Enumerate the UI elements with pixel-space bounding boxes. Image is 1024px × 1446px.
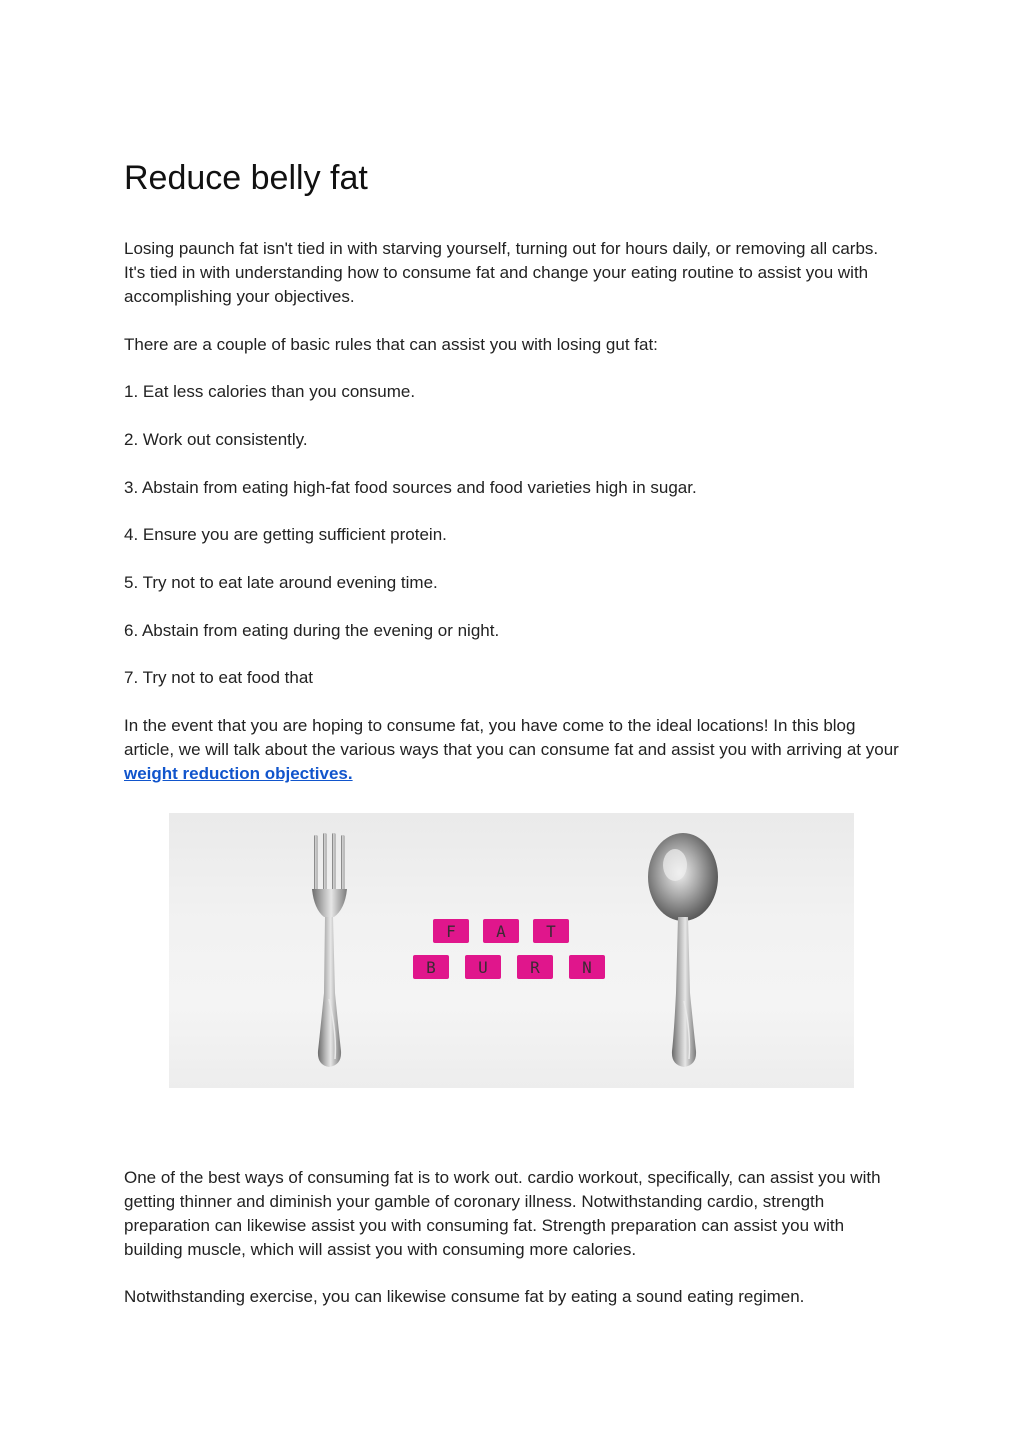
letter-tiles xyxy=(413,919,605,979)
workout-paragraph: One of the best ways of consuming fat is to work out. cardio workout, specifically, can assist you with getting thinner and diminish your gamble of coronary illness. Notwithstanding cardio, strength preparation can likewise assist you with consuming fat. Strength preparation can assist you with building muscle, which will assist you with consuming more calories. xyxy=(124,1168,881,1259)
weight-reduction-link[interactable]: weight reduction objectives. xyxy=(124,764,353,783)
letter-tile-label: F xyxy=(446,922,456,941)
article-intro-text: In the event that you are hoping to consume fat, you have come to the ideal locations! In this blog article, we will talk about the various ways that you can consume fat and assist you with arriving at your xyxy=(124,716,899,759)
rule-item-2: 2. Work out consistently. xyxy=(124,430,308,449)
letter-tile-label: A xyxy=(496,922,506,941)
letter-tile-label: B xyxy=(426,958,436,977)
rule-item-3: 3. Abstain from eating high-fat food sources and food varieties high in sugar. xyxy=(124,478,697,497)
fat-burn-image xyxy=(169,813,854,1088)
diet-paragraph: Notwithstanding exercise, you can likewise consume fat by eating a sound eating regimen. xyxy=(124,1287,805,1306)
rule-item-1: 1. Eat less calories than you consume. xyxy=(124,382,416,401)
rule-item-7: 7. Try not to eat food that xyxy=(124,668,314,687)
rules-intro-paragraph: There are a couple of basic rules that can assist you with losing gut fat: xyxy=(124,335,658,354)
fork-icon xyxy=(312,833,347,1067)
letter-tile-label: N xyxy=(582,958,592,977)
spoon-icon xyxy=(648,833,718,1067)
fat-burn-illustration xyxy=(169,813,854,1088)
letter-tile-label: T xyxy=(546,922,556,941)
letter-tile-label: U xyxy=(478,958,488,977)
intro-paragraph: Losing paunch fat isn't tied in with starving yourself, turning out for hours daily, or removing all carbs. It's tied in with understanding how to consume fat and change your eating routine to assist you with accomplishing your objectives. xyxy=(124,239,879,306)
letter-tile-label: R xyxy=(530,958,540,977)
rule-item-5: 5. Try not to eat late around evening time. xyxy=(124,573,438,592)
page-title: Reduce belly fat xyxy=(124,159,368,197)
article-intro-paragraph xyxy=(124,714,904,786)
rule-item-6: 6. Abstain from eating during the evening or night. xyxy=(124,621,500,640)
rule-item-4: 4. Ensure you are getting sufficient protein. xyxy=(124,525,447,544)
